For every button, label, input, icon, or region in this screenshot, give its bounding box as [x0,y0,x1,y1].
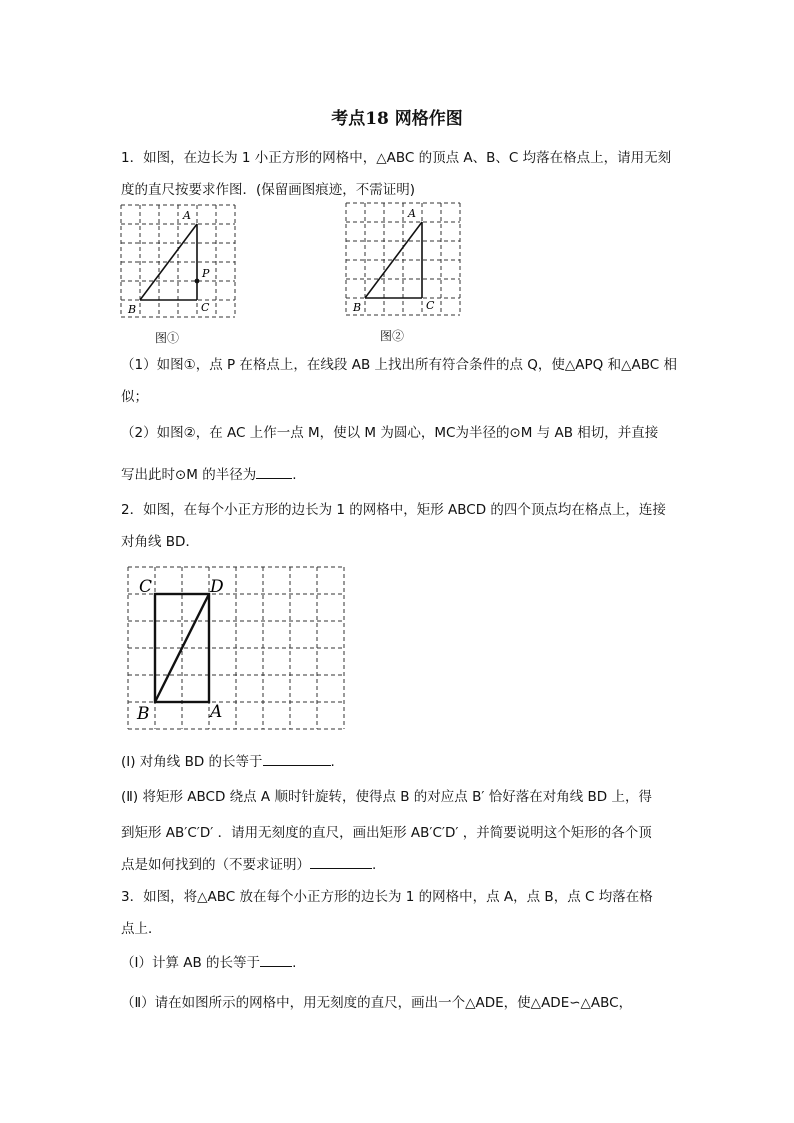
label-a: A [408,207,416,220]
q1-part1-line1: （1）如图①，点 P 在格点上，在线段 AB 上找出所有符合条件的点 Q，使△APQ 和△ABC 相 [121,357,677,373]
label-b: B [137,704,150,724]
q1-figure-1 [119,203,237,319]
q3-stem-line1: 3．如图，将△ABC 放在每个小正方形的边长为 1 的网格中，点 A，点 B，点 C 均落在格 [121,889,653,905]
label-b: B [128,303,137,316]
label-c: C [201,301,210,314]
q1-stem-line2: 度的直尺按要求作图．(保留画图痕迹，不需证明) [121,182,416,198]
label-a: A [183,209,191,222]
q1-part2-text: 写出此时⊙M 的半径为 [121,467,257,483]
answer-blank[interactable] [260,954,292,967]
triangle-abc [140,224,197,300]
q3-part1-text: （Ⅰ）计算 AB 的长等于 [121,955,261,971]
answer-blank[interactable] [256,466,292,479]
q2-part2-line3 [121,853,376,873]
q2-stem-line1: 2．如图，在每个小正方形的边长为 1 的网格中，矩形 ABCD 的四个顶点均在格点上，连接 [121,502,666,518]
answer-blank[interactable] [310,856,372,869]
label-c: C [139,577,153,597]
label-b: B [353,301,362,314]
q1-figure-2 [344,201,462,317]
q2-figure [126,565,348,733]
q1-stem-line1: 1．如图，在边长为 1 小正方形的网格中，△ABC 的顶点 A、B、C 均落在格点上，请用无刻 [121,150,672,166]
q2-part2-line1: (Ⅱ) 将矩形 ABCD 绕点 A 顺时针旋转，使得点 B 的对应点 B′ 恰好落在对角线 BD 上，得 [121,789,652,805]
label-p: P [202,267,210,280]
q2-part1-text: (I) 对角线 BD 的长等于 [121,754,263,770]
q2-part2-text: 点是如何找到的（不要求证明） [121,857,310,873]
label-d: D [210,577,224,597]
q1-part2-line1: （2）如图②，在 AC 上作一点 M，使以 M 为圆心，MC为半径的⊙M 与 AB 相切，并直接 [121,425,659,441]
q1-part2-line2 [121,463,297,483]
label-a: A [210,702,223,722]
label-c: C [426,299,435,312]
answer-blank[interactable] [263,753,331,766]
q1-part1-line2: 似； [121,389,148,405]
q2-part2-line2: 到矩形 AB′C′D′ ．请用无刻度的直尺，画出矩形 AB′C′D′ ，并简要说明这个矩形的各个顶 [121,825,652,841]
grid-lines [128,567,344,729]
point-p [195,279,200,284]
q2-stem-line2: 对角线 BD． [121,534,199,550]
q2-part1-end: . [330,754,335,770]
q1-fig1-caption: 图① [155,331,180,345]
q2-part2-end: . [372,857,377,873]
triangle-abc [365,222,422,298]
page-title: 考点18 网格作图 [331,109,463,129]
q3-part1 [121,951,296,971]
q3-stem-line2: 点上． [121,921,162,937]
q3-part2: （Ⅱ）请在如图所示的网格中，用无刻度的直尺，画出一个△ADE，使△ADE∽△ABC， [121,995,633,1011]
q3-part1-end: . [292,955,297,971]
q1-part2-end: . [292,467,297,483]
q2-part1 [121,750,335,770]
q1-fig2-caption: 图② [380,329,405,343]
